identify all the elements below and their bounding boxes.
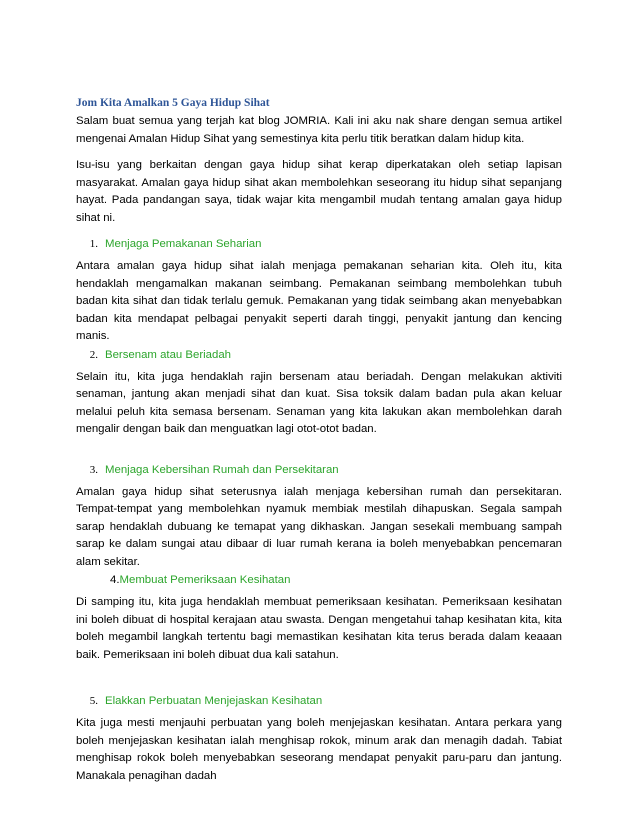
section-body-3: Amalan gaya hidup sihat seterusnya ialah menjaga kebersihan rumah dan persekitaran. Tempat-tempat yang membolehkan nyamuk membiak mestilah dihapuskan. Segala sampah sarap hendaklah dubuang ke temapat yang dikhaskan. Jangan sesekali membuang sampah sarap ke dalam sungai atau dibaar di luar rumah kerana ia boleh menyebabkan pencemaran alam sekitar. [76,485,562,568]
section-number: 2. [89,348,98,361]
section-number: 4. [110,574,120,586]
section-number: 5. [89,695,98,707]
intro-paragraph-2: Isu-isu yang berkaitan dengan gaya hidup sihat kerap diperkatakan oleh setiap lapisan masyarakat. Amalan gaya hidup sihat akan membolehkan seseorang itu hidup sihat sepanjang hayat. Pada pandangan saya, tidak wajar kita mengambil mudah tentang amalan gaya hidup sihat ni. [76,159,562,224]
section-body-4: Di samping itu, kita juga hendaklah membuat pemeriksaan kesihatan. Pemeriksaan kesihatan ini boleh dibuat di hospital kerajaan atau swasta. Dengan mengetahui tahap kesihatan kita, kita boleh megambil langkah tertentu bagi memastikan kesihatan kita terus berada dalam keaaan baik. Pemeriksaan ini boleh dibuat dua kali satahun. [76,596,562,661]
section-heading-3 [76,462,562,479]
section-title: Elakkan Perbuatan Menjejaskan Kesihatan [105,695,323,707]
section-number: 3. [89,463,98,476]
section-body-1: Antara amalan gaya hidup sihat ialah menjaga pemakanan seharian kita. Oleh itu, kita hendaklah mengamalkan makanan seimbang. Pemakanan seimbang membolehkan tubuh badan kita sihat dan tidak terlalu gemuk. Pemakanan yang tidak seimbang akan menyebabkan badan kita mendapat pelbagai penyakit seperti darah tinggi, penyakit jantung dan kencing manis. [76,260,562,342]
section-heading-4 [76,572,562,589]
intro-paragraph-1: Salam buat semua yang terjah kat blog JOMRIA. Kali ini aku nak share dengan semua artikel mengenai Amalan Hidup Sihat yang semestinya kita perlu titik beratkan dalam hidup kita. [76,115,562,145]
section-heading-5 [76,693,562,710]
section-body-2: Selain itu, kita juga hendaklah rajin bersenam atau beriadah. Dengan melakukan aktiviti senaman, jantung akan menjadi sihat dan kuat. Sisa toksik dalam badan pula akan keluar melalui peluh kita semasa bersenam. Senaman yang kita lakukan akan membolehkan darah mengalir dengan baik dan menguatkan lagi otot-otot badan. [76,370,562,435]
section-title: Menjaga Pemakanan Seharian [105,238,262,250]
section-heading-1 [76,236,562,253]
document-page [76,96,562,794]
document-title: Jom Kita Amalkan 5 Gaya Hidup Sihat [76,97,270,109]
section-title: Bersenam atau Beriadah [105,348,232,361]
section-title: Menjaga Kebersihan Rumah dan Persekitaran [105,463,339,476]
section-number: 1. [89,238,98,250]
section-title: Membuat Pemeriksaan Kesihatan [119,574,291,586]
section-heading-2 [76,347,562,364]
section-body-5: Kita juga mesti menjauhi perbuatan yang boleh menjejaskan kesihatan. Antara perkara yang boleh menjejaskan kesihatan ialah menghisap rokok, minum arak dan menagih dadah. Tabiat menghisap rokok boleh menyebabkan seseorang mendapat penyakit paru-paru dan jantung. Manakala penagihan dadah [76,717,562,782]
